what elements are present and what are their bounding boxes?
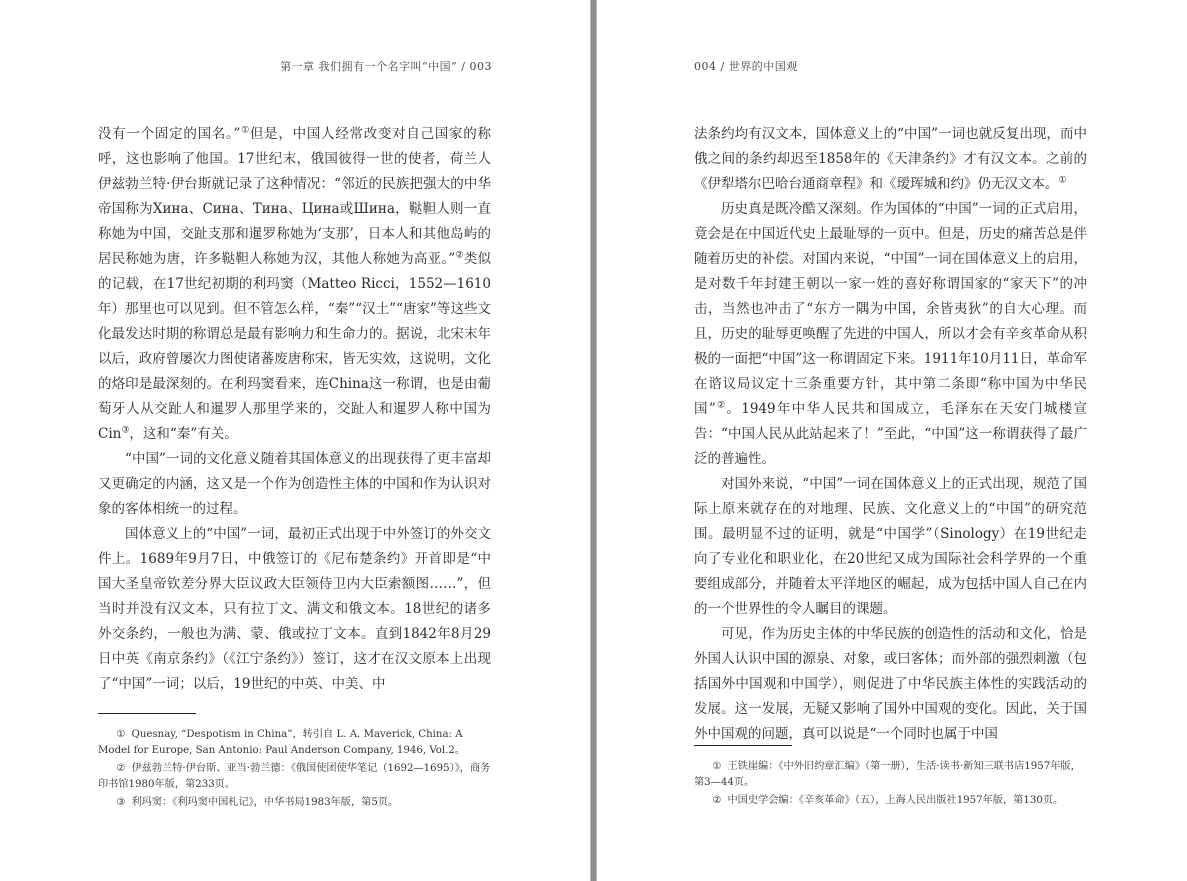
paragraph: “中国”一词的文化意义随着其国体意义的出现获得了更丰富却又更确定的内涵，这又是一个作为创造性主体的中国和作为认识对象的客体相统一的过程。	[98, 451, 491, 517]
left-page-body	[98, 122, 491, 697]
paragraph: 可见，作为历史主体的中华民族的创造性的活动和文化，恰是外国人认识中国的源泉、对象，或曰客体；而外部的强烈刺激（包括国外中国观和中国学），则促进了中华民族主体性的实践活动的发展。这一发展，无疑又影响了国外中国观的变化。因此，关于国外中国观的问题，真可以说是“一个同时也属于中国	[694, 626, 1087, 742]
footnote-mark[interactable]: ①	[1058, 175, 1067, 186]
paragraph: 没有一个固定的国名。”①但是，中国人经常改变对自己国家的称呼，这也影响了他国。17世纪末，俄国彼得一世的使者，荷兰人伊兹勃兰特·伊台斯就记录了这种情况：“邻近的民族把强大的中华帝国称为Хина、Сина、Тина、Цина或Шина，鞑靼人则一直称她为中国，交趾支那和暹罗称她为‘支那’，日本人和其他岛屿的居民称她为唐，许多鞑靼人称她为汉，其他人称她为高亚。”②类似的记载，在17世纪初期的利玛窦（Matteo Ricci，1552—1610年）那里也可以见到。但不管怎么样，“秦”“汉土”“唐家”等这些文化最发达时期的称谓总是最有影响力和生命力的。据说，北宋末年以后，政府曾屡次力图使诸蕃废唐称宋，皆无实效，这说明，文化的烙印是最深刻的。在利玛窦看来，连China这一称谓，也是由葡萄牙人从交趾人和暹罗人那里学来的，交趾人和暹罗人称中国为Cin③，这和“秦”有关。	[98, 125, 492, 442]
footnote-rule	[98, 713, 196, 714]
footnote-mark[interactable]: ③	[121, 425, 130, 436]
running-header-left: 第一章 我们拥有一个名字叫“中国” / 003	[280, 60, 492, 73]
paragraph: 历史真是既冷酷又深刻。作为国体的“中国”一词的正式启用，竟会是在中国近代史上最耻辱的一页中。但是，历史的痛苦总是伴随着历史的补偿。对国内来说，“中国”一词在国体意义上的启用，是对数千年封建王朝以一家一姓的喜好称谓国家的“家天下”的冲击，当然也冲击了“东方一隅为中国，余皆夷狄”的自大心理。而且，历史的耻辱更唤醒了先进的中国人，所以才会有辛亥革命从积极的一面把“中国”这一称谓固定下来。1911年10月11日，革命军在谘议局议定十三条重要方针，其中第二条即“称中国为中华民国”②。1949年中华人民共和国成立，毛泽东在天安门城楼宣告：“中国人民从此站起来了！”至此，“中国”这一称谓获得了最广泛的普遍性。	[694, 201, 1088, 467]
footnote: ③ 利玛窦：《利玛窦中国札记》，中华书局1983年版，第5页。	[116, 797, 399, 808]
footnote: ① Quesnay, “Despotism in China”，转引自 L. A. Maverick, China: A Model for Europe, San Antonio: Paul Anderson Company, 1946, Vol.2。	[98, 729, 466, 756]
running-header-right: 004 / 世界的中国观	[694, 60, 798, 73]
footnote-mark[interactable]: ①	[240, 125, 250, 136]
paragraph: 国体意义上的“中国”一词，最初正式出现于中外签订的外交文件上。1689年9月7日，中俄签订的《尼布楚条约》开首即是“中国大圣皇帝钦差分界大臣议政大臣领侍卫内大臣索额图……”，但当时并没有汉文本，只有拉丁文、满文和俄文本。18世纪的诸多外交条约，一般也为满、蒙、俄或拉丁文本。直到1842年8月29日中英《南京条约》（《江宁条约》）签订，这才在汉文原本上出现了“中国”一词；以后，19世纪的中英、中美、中	[98, 526, 491, 692]
footnote: ② 中国史学会编：《辛亥革命》（五），上海人民出版社1957年版，第130页。	[712, 795, 1064, 806]
paragraph: 法条约均有汉文本，国体意义上的“中国”一词也就反复出现，而中俄之间的条约却迟至1858年的《天津条约》才有汉文本。之前的《伊犁塔尔巴哈台通商章程》和《瑷珲城和约》仍无汉文本。①	[694, 126, 1087, 192]
paragraph: 对国外来说，“中国”一词在国体意义上的正式出现，规范了国际上原来就存在的对地理、民族、文化意义上的“中国”的研究范围。最明显不过的证明，就是“中国学”（Sinology）在19世纪走向了专业化和职业化，在20世纪又成为国际社会科学界的一个重要组成部分，并随着太平洋地区的崛起，成为包括中国人自己在内的一个世界性的令人瞩目的课题。	[694, 476, 1087, 617]
footnotes-right	[694, 759, 1087, 811]
footnote-mark[interactable]: ②	[455, 250, 464, 261]
footnote: ② 伊兹勃兰特·伊台斯、亚当·勃兰德：《俄国使团使华笔记（1692—1695）》，商务印书馆1980年版，第233页。	[98, 763, 491, 790]
left-page	[0, 0, 591, 881]
footnotes-left	[98, 727, 491, 813]
footnote: ① 王铁崖编：《中外旧约章汇编》（第一册），生活·读书·新知三联书店1957年版，第3—44页。	[694, 761, 1081, 788]
right-page-body	[694, 122, 1087, 747]
footnote-mark[interactable]: ②	[715, 400, 727, 411]
right-page	[596, 0, 1187, 881]
footnote-rule	[694, 745, 792, 746]
